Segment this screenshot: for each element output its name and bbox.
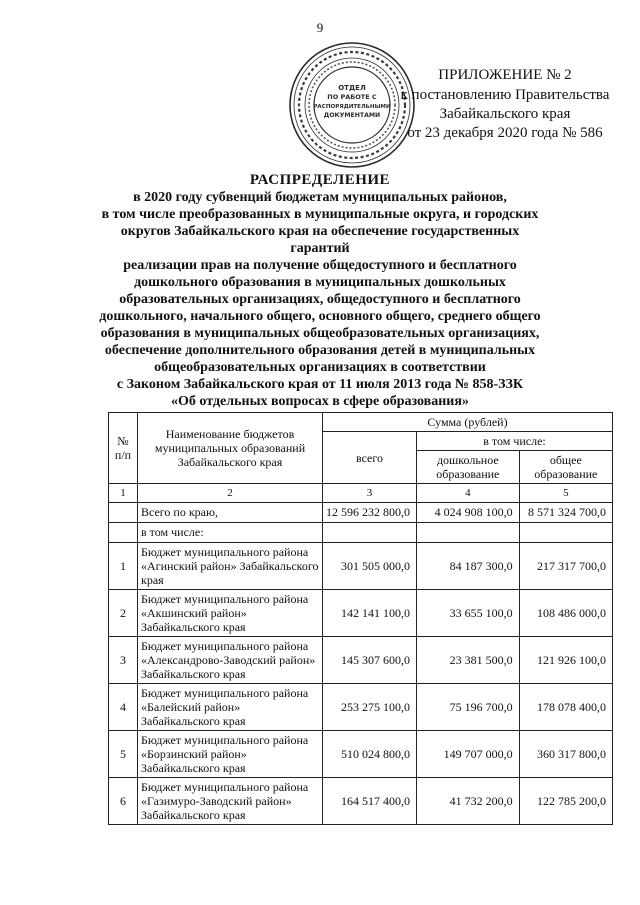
- title-line: дошкольного образования в муниципальных дошкольных: [134, 275, 506, 290]
- title-line: образования в муниципальных общеобразовательных организациях,: [100, 326, 540, 341]
- total-row: [109, 503, 613, 523]
- row-preschool: 75 196 700,0: [417, 684, 520, 731]
- title-line: обеспечение дополнительного образования детей в муниципальных: [104, 343, 536, 358]
- title-line: «Об отдельных вопросах в сфере образования»: [171, 394, 469, 409]
- header-including: в том числе:: [417, 432, 613, 451]
- index-cell: 2: [138, 484, 323, 503]
- row-general: 121 926 100,0: [519, 637, 612, 684]
- appendix-line-1: к постановлению Правительства: [400, 87, 610, 103]
- row-total: 510 024 800,0: [323, 731, 417, 778]
- title-line: дошкольного, начального общего, основного общего, среднего общего: [99, 309, 541, 324]
- title-line: реализации прав на получение общедоступного и бесплатного: [123, 258, 517, 273]
- appendix-title: ПРИЛОЖЕНИЕ № 2: [438, 67, 572, 83]
- total-general: 8 571 324 700,0: [519, 503, 612, 523]
- row-no: 1: [109, 543, 138, 590]
- including-label: в том числе:: [138, 523, 323, 543]
- svg-text:РАСПОРЯДИТЕЛЬНЫМИ: РАСПОРЯДИТЕЛЬНЫМИ: [313, 104, 391, 110]
- row-preschool: 33 655 100,0: [417, 590, 520, 637]
- svg-text:ПО РАБОТЕ С: ПО РАБОТЕ С: [327, 93, 377, 101]
- empty-cell: [417, 523, 520, 543]
- row-name: Бюджет муниципального района «Агинский район» Забайкальского края: [138, 543, 323, 590]
- table-row: [109, 684, 613, 731]
- table-row: [109, 731, 613, 778]
- index-cell: 3: [323, 484, 417, 503]
- header-preschool: дошкольное образование: [417, 451, 520, 484]
- table-row: [109, 778, 613, 825]
- appendix-line-3: от 23 декабря 2020 года № 586: [407, 125, 603, 141]
- empty-cell: [519, 523, 612, 543]
- total-preschool: 4 024 908 100,0: [417, 503, 520, 523]
- row-name: Бюджет муниципального района «Акшинский район» Забайкальского края: [138, 590, 323, 637]
- row-total: 164 517 400,0: [323, 778, 417, 825]
- appendix-line-2: Забайкальского края: [439, 106, 571, 122]
- row-no: 4: [109, 684, 138, 731]
- table-row: [109, 590, 613, 637]
- row-general: 217 317 700,0: [519, 543, 612, 590]
- total-sum: 12 596 232 800,0: [323, 503, 417, 523]
- row-general: 108 486 000,0: [519, 590, 612, 637]
- empty-cell: [323, 523, 417, 543]
- row-total: 145 307 600,0: [323, 637, 417, 684]
- index-cell: 1: [109, 484, 138, 503]
- row-total: 253 275 100,0: [323, 684, 417, 731]
- including-row: [109, 523, 613, 543]
- row-name: Бюджет муниципального района «Александрово-Заводский район» Забайкальского края: [138, 637, 323, 684]
- row-no: 6: [109, 778, 138, 825]
- header-total: всего: [323, 432, 417, 484]
- index-cell: 4: [417, 484, 520, 503]
- total-no-cell: [109, 503, 138, 523]
- svg-text:ОТДЕЛ: ОТДЕЛ: [338, 84, 366, 92]
- title-line: образовательных организациях, общедоступного и бесплатного: [119, 292, 521, 307]
- title-line: с Законом Забайкальского края от 11 июля 2013 года № 858-ЗЗК: [116, 377, 524, 392]
- svg-text:ДОКУМЕНТАМИ: ДОКУМЕНТАМИ: [323, 112, 381, 119]
- column-index-row: [109, 484, 613, 503]
- page-number: 9: [316, 20, 324, 35]
- row-total: 142 141 100,0: [323, 590, 417, 637]
- table-row: [109, 543, 613, 590]
- header-general: общее образование: [519, 451, 612, 484]
- row-no: 3: [109, 637, 138, 684]
- table-header-row: [109, 413, 613, 432]
- header-name: Наименование бюджетов муниципальных образований Забайкальского края: [138, 413, 323, 484]
- title-line: в 2020 году субвенций бюджетам муниципальных районов,: [133, 190, 507, 205]
- title-line: в том числе преобразованных в муниципальные округа, и городских: [101, 207, 539, 222]
- distribution-table: [108, 412, 613, 825]
- including-no-cell: [109, 523, 138, 543]
- appendix-header: [390, 66, 620, 143]
- row-preschool: 149 707 000,0: [417, 731, 520, 778]
- header-no: № п/п: [109, 413, 138, 484]
- row-general: 122 785 200,0: [519, 778, 612, 825]
- table-row: [109, 637, 613, 684]
- row-no: 5: [109, 731, 138, 778]
- row-general: 178 078 400,0: [519, 684, 612, 731]
- total-label: Всего по краю,: [138, 503, 323, 523]
- document-title: [90, 172, 550, 410]
- row-no: 2: [109, 590, 138, 637]
- title-line: общеобразовательных организациях в соответствии: [154, 360, 486, 375]
- row-name: Бюджет муниципального района «Газимуро-Заводский район» Забайкальского края: [138, 778, 323, 825]
- index-cell: 5: [519, 484, 612, 503]
- header-sum: Сумма (рублей): [323, 413, 613, 432]
- row-preschool: 23 381 500,0: [417, 637, 520, 684]
- row-name: Бюджет муниципального района «Борзинский район» Забайкальского края: [138, 731, 323, 778]
- row-general: 360 317 800,0: [519, 731, 612, 778]
- title-heading: РАСПРЕДЕЛЕНИЕ: [249, 172, 391, 188]
- row-preschool: 84 187 300,0: [417, 543, 520, 590]
- row-name: Бюджет муниципального района «Балейский район» Забайкальского края: [138, 684, 323, 731]
- row-total: 301 505 000,0: [323, 543, 417, 590]
- title-line: округов Забайкальского края на обеспечение государственных гарантий: [120, 224, 520, 256]
- row-preschool: 41 732 200,0: [417, 778, 520, 825]
